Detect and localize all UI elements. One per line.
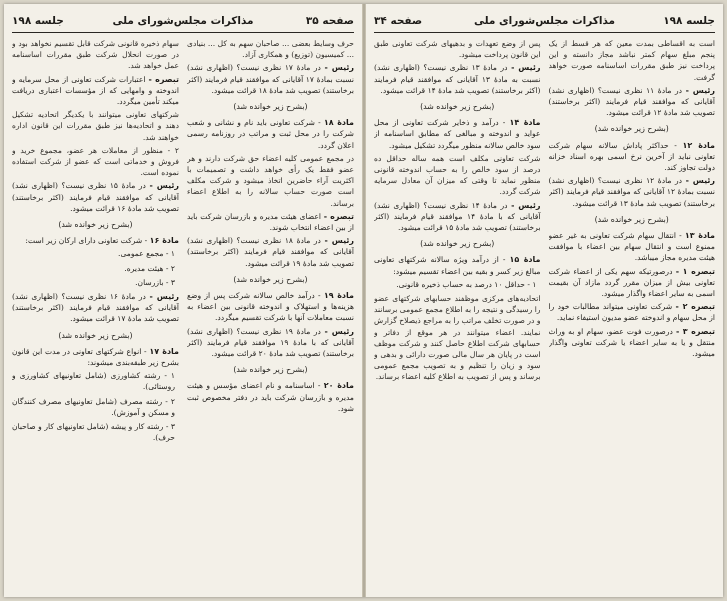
list-item: ۱ - مجمع عمومی.: [118, 249, 175, 259]
speaker-label: رئیس -: [685, 176, 715, 186]
speaker-paragraph: [12, 74, 179, 108]
list-item: ۳ - رشته کار و پیشه (شامل تعاونیهای کار و صاحبان حرف).: [12, 422, 175, 443]
paragraph-text: اعتبارات شرکت تعاونی از محل سرمایه و اندوخته و وامهایی که از مؤسسات اعتباری دریافت میکند تأمین میگردد.: [12, 74, 179, 107]
paragraph-text: - اساسنامه و نام اعضای مؤسس و هیئت مدیره و بازرسان شرکت باید در دفتر مخصوص ثبت شود.: [187, 381, 354, 413]
article-heading: مادهٔ ۱۵: [509, 255, 541, 265]
paragraph-text: در مادهٔ ۱۲ نظری نیست؟ (اظهاری نشد) نسبت بمادهٔ ۱۲ آقایانی که موافقند قیام فرمایند (اکثر برخاستند) تصویب شد مادهٔ ۱۳ قرائت میشود.: [548, 176, 715, 208]
body-paragraph: است به اقساطی بمدت معین که هر قسط از یک پنجم مبلغ سهام کمتر نباشد مجاز دانسته و این پرداخت نیز طبق مقررات اساسنامه صورت خواهد گرفت.: [548, 39, 715, 82]
speaker-paragraph: [12, 291, 179, 325]
reading-note: (بشرح زیر خوانده شد): [420, 102, 495, 112]
article-paragraph: [187, 290, 354, 324]
article-paragraph: [12, 235, 179, 246]
right-page-column-right: [549, 38, 716, 591]
speaker-paragraph: [187, 62, 354, 96]
speaker-label: رئیس -: [149, 292, 179, 302]
reading-note: (بشرح زیر خوانده شد): [420, 239, 495, 249]
speaker-paragraph: [187, 326, 354, 360]
paragraph-text: - شرکت تعاونی باید نام و نشانی و شعب شرکت را در محل ثبت و مراتب در روزنامه رسمی اعلان گردد.: [187, 118, 354, 150]
right-page-number: صفحه ۳۴: [374, 15, 423, 27]
paragraph-text: - حداکثر پاداش سالانه سهام شرکت تعاونی نباید از آخرین نرخ اسمی بهره اسناد خزانه دولت تجاوز کند.: [548, 140, 715, 173]
left-page-session: جلسه ۱۹۸: [12, 15, 64, 27]
article-heading: مادهٔ ۱۷: [149, 346, 179, 356]
list-item: ۲ - رشته مصرف (شامل تعاونیهای مصرف کنندگان و مسکن و آموزش).: [12, 396, 175, 417]
body-paragraph: حرف وسایط بعضی ... صاحبان سهم به کل ... بنیادی ... کمیسیون (توزیع) و همکاری آزاد.: [187, 39, 354, 60]
reading-note: (بشرح زیر خوانده شد): [594, 124, 669, 134]
body-paragraph: پس از وضع تعهدات و بدهیهای شرکت تعاونی طبق این قانون پرداخت میشود.: [374, 39, 541, 60]
paragraph-text: در مادهٔ ۱۴ نظری نیست؟ (اظهاری نشد) آقایانی که با مادهٔ ۱۴ موافقند قیام فرمایند (اکثر برخاستند) تصویب شد مادهٔ ۱۵ قرائت میشود.: [374, 200, 541, 233]
right-page-columns: [374, 38, 715, 591]
article-heading: مادهٔ ۱۹: [323, 291, 354, 301]
book-gutter: [362, 4, 366, 597]
speaker-paragraph: [12, 180, 179, 214]
left-page-column-left: [12, 38, 179, 591]
speaker-label: رئیس -: [685, 85, 715, 95]
speaker-paragraph: [549, 301, 716, 323]
article-heading: مادهٔ ۲۰: [323, 381, 354, 391]
article-paragraph: [549, 140, 716, 174]
body-paragraph: اتحادیه‌های مرکزی موظفند حسابهای شرکتهای عضو را رسیدگی و نتیجه را به اطلاع مجمع عمومی برسانند و در صورت تخلف مراتب را به مراجع ذیصلاح گزارش نمایند. اعضاء میتوانند در هر موقع از دفاتر و حسابهای شرکت اطلاع حاصل کنند و شرکت موظف است در پایان هر سال مالی صورت دارائی و بدهی و سود و زیان را تنظیم و به تصویب مجمع عمومی برساند و پس از تصویب به اطلاع کلیه اعضاء برساند.: [374, 294, 541, 382]
article-paragraph: [374, 254, 541, 276]
speaker-paragraph: [187, 235, 354, 269]
speaker-paragraph: [374, 62, 541, 96]
list-item: ۲ - هیئت مدیره.: [124, 263, 175, 273]
article-heading: مادهٔ ۱۶: [149, 236, 179, 246]
article-heading: مادهٔ ۱۸: [323, 118, 354, 128]
paragraph-text: - درآمد و ذخایر شرکت تعاونی از محل عواید و اندوخته و مبالغی که مطابق اساسنامه از سود خالص سالانه منظور میگردد تشکیل میشود.: [374, 118, 541, 150]
speaker-paragraph: [187, 211, 354, 233]
article-heading: مادهٔ ۱۴: [509, 118, 541, 128]
paragraph-text: شرکت تعاونی میتواند مطالبات خود را از محل سهام و اندوخته عضو مدیون استیفاء نماید.: [548, 302, 715, 323]
list-item: ۱ - رشته کشاورزی (شامل تعاونیهای کشاورزی و روستائی).: [12, 371, 175, 392]
right-page-header: [374, 12, 715, 33]
paragraph-text: اعضای هیئت مدیره و بازرسان شرکت باید از بین اعضاء انتخاب شوند.: [187, 211, 354, 233]
left-page-header: [12, 12, 354, 33]
speaker-paragraph: [549, 85, 716, 119]
article-paragraph: [187, 380, 354, 414]
paragraph-text: در مادهٔ ۱۵ نظری نیست؟ (اظهاری نشد) آقایانی که موافقند قیام فرمایند (اکثر برخاستند) تصویب شد مادهٔ ۱۶ قرائت میشود.: [12, 181, 179, 213]
left-page-column-right: [187, 38, 354, 591]
paragraph-text: در مادهٔ ۱۶ نظری نیست؟ (اظهاری نشد) آقایانی که موافقند قیام فرمایند (اکثر برخاستند) تصویب شد مادهٔ ۱۷ قرائت میشود.: [12, 292, 179, 324]
article-paragraph: [549, 230, 716, 264]
body-paragraph: سهام ذخیره قانونی شرکت قابل تقسیم نخواهد بود و در صورت انحلال شرکت طبق مقررات اساسنامه عمل خواهد شد.: [12, 39, 179, 71]
left-page-columns: [12, 38, 354, 591]
list-item: ۱ - حداقل ۱۰ درصد به حساب ذخیره قانونی.: [396, 279, 537, 289]
speaker-label: رئیس -: [511, 63, 541, 73]
speaker-label: رئیس -: [324, 63, 354, 73]
article-heading: مادهٔ ۱۲: [682, 140, 715, 150]
left-page: [6, 4, 360, 597]
speaker-paragraph: [549, 175, 716, 209]
speaker-paragraph: [374, 200, 541, 234]
speaker-label: تبصره ۳ -: [676, 326, 715, 336]
right-page-session: جلسه ۱۹۸: [663, 15, 715, 27]
left-page-number: صفحه ۳۵: [305, 15, 354, 27]
article-paragraph: [12, 346, 179, 368]
paragraph-text: - انواع شرکتهای تعاونی در مدت این قانون بشرح زیر طبقه‌بندی میشوند:: [12, 346, 179, 368]
paragraph-text: در مادهٔ ۱۷ نظری نیست؟ (اظهاری نشد) نسبت بمادهٔ ۱۷ آقایانی که موافقند قیام فرمایند (اکثر برخاستند) تصویب شد مادهٔ ۱۸ قرائت میشود.: [187, 63, 354, 95]
speaker-label: رئیس -: [511, 200, 541, 210]
speaker-label: تبصره -: [148, 74, 179, 84]
reading-note: (بشرح زیر خوانده شد): [233, 365, 308, 375]
open-book-spread: [4, 4, 723, 597]
speaker-label: رئیس -: [324, 326, 354, 336]
speaker-paragraph: [549, 326, 716, 360]
paragraph-text: در مادهٔ ۱۹ نظری نیست؟ (اظهاری نشد) آقایانی که با مادهٔ ۱۹ موافقند قیام فرمایند (اکثر برخاستند) تصویب شد مادهٔ ۲۰ قرائت میشود.: [187, 326, 354, 359]
paragraph-text: درصورتیکه سهم یکی از اعضاء شرکت تعاونی بیش از میزان مقرر گردد مازاد آن بقیمت اسمی به سایر اعضاء واگذار میشود.: [548, 266, 715, 299]
right-page-running-title: مذاکرات مجلس‌شورای ملی: [473, 15, 616, 27]
paragraph-text: در مادهٔ ۱۸ نظری نیست؟ (اظهاری نشد) آقایانی که موافقند قیام فرمایند (اکثر برخاستند) تصویب شد مادهٔ ۱۹ قرائت میشود.: [187, 236, 354, 268]
paragraph-text: - شرکت تعاونی دارای ارکان زیر است:: [25, 236, 148, 246]
speaker-label: رئیس -: [324, 236, 354, 246]
reading-note: (بشرح زیر خوانده شد): [233, 274, 308, 284]
body-paragraph: در مجمع عمومی کلیه اعضاء حق شرکت دارند و هر عضو فقط یک رأی خواهد داشت و تصمیمات با اکثریت آراء حاضرین اتخاذ میشود و شرکت مکلف است صورت حساب سالانه را به اطلاع اعضاء برساند.: [187, 153, 354, 208]
speaker-label: تبصره ۲ -: [675, 302, 715, 312]
left-page-running-title: مذاکرات مجلس‌شورای ملی: [112, 15, 254, 27]
list-item: ۳ - بازرسان.: [135, 277, 175, 287]
reading-note: (بشرح زیر خوانده شد): [58, 330, 133, 340]
paragraph-text: در مادهٔ ۱۳ نظری نیست؟ (اظهاری نشد) نسبت به مادهٔ ۱۳ آقایانی که موافقند قیام فرمایند (اکثر برخاستند) تصویب شد مادهٔ ۱۴ قرائت میشود.: [374, 63, 541, 95]
paragraph-text: - از درآمد ویژه سالانه شرکتهای تعاونی مبالغ زیر کسر و بقیه بین اعضاء تقسیم میشود:: [374, 255, 541, 276]
body-paragraph: ۲ - منظور از معاملات هر عضو، مجموع خرید و فروش و خدماتی است که عضو از شرکت استفاده نموده است.: [12, 145, 179, 178]
paragraph-text: در مادهٔ ۱۱ نظری نیست؟ (اظهاری نشد) آقایانی که موافقند قیام فرمایند (اکثر برخاستند) تصویب شد مادهٔ ۱۲ قرائت میشود.: [548, 85, 715, 118]
body-paragraph: شرکت تعاونی مکلف است همه ساله حداقل ده درصد از سود خالص را به حساب اندوخته قانونی منظور نماید تا وقتی که میزان آن معادل سرمایه شرکت گردد.: [374, 153, 541, 197]
body-paragraph: شرکتهای تعاونی میتوانند با یکدیگر اتحادیه تشکیل دهند و اتحادیه‌ها نیز طبق مقررات این قانون اداره خواهند شد.: [12, 110, 179, 142]
right-page-column-left: [374, 38, 541, 591]
paragraph-text: - درآمد خالص سالانه شرکت پس از وضع هزینه‌ها و استهلاک و اندوخته قانونی بین اعضاء به نسبت معاملات آنها با شرکت تقسیم میگردد.: [187, 291, 354, 323]
reading-note: (بشرح زیر خوانده شد): [594, 214, 669, 224]
paragraph-text: - انتقال سهام شرکت تعاونی به غیر عضو ممنوع است و انتقال سهام بین اعضاء با موافقت هیئت مدیره مجاز میباشد.: [548, 231, 715, 263]
right-page: [368, 4, 721, 597]
article-paragraph: [187, 117, 354, 151]
paragraph-text: درصورت فوت عضو، سهام او به وراث منتقل و یا به سایر اعضاء یا شرکت تعاونی واگذار میشود.: [548, 326, 715, 359]
speaker-paragraph: [549, 266, 716, 300]
speaker-label: رئیس -: [149, 181, 179, 191]
reading-note: (بشرح زیر خوانده شد): [233, 102, 308, 112]
article-heading: مادهٔ ۱۳: [684, 231, 715, 241]
article-paragraph: [374, 117, 541, 151]
reading-note: (بشرح زیر خوانده شد): [58, 220, 133, 230]
speaker-label: تبصره -: [323, 211, 354, 221]
speaker-label: تبصره ۱ -: [675, 266, 715, 276]
